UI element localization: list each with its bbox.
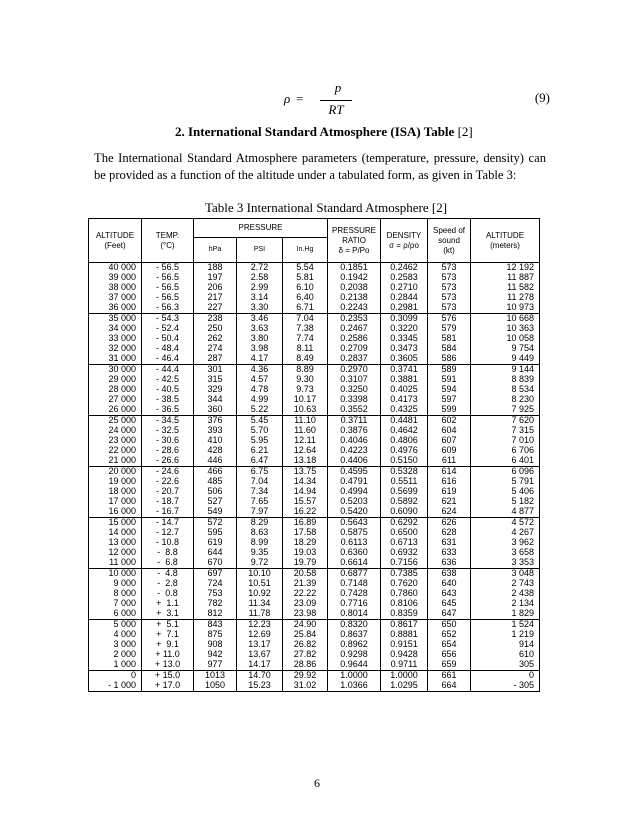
altitude-ft-cell: 10 000 9 000 8 000 7 000 6 000 [89,569,142,620]
speed-of-sound-cell: 576 579 581 584 586 [428,314,471,365]
speed-of-sound-cell: 661 664 [428,671,471,692]
table-row-group [89,416,540,467]
density-cell: 0.2462 0.2583 0.2710 0.2844 0.2981 [381,263,428,314]
psi-cell: 12.23 12.69 13.17 13.67 14.17 [237,620,283,671]
temp-cell: - 24.6 - 22.6 - 20.7 - 18.7 - 16.7 [142,467,194,518]
speed-of-sound-cell: 650 652 654 656 659 [428,620,471,671]
psi-cell: 14.70 15.23 [237,671,283,692]
inhg-cell: 20.58 21.39 22.22 23.09 23.98 [283,569,328,620]
altitude-m-cell: 12 192 11 887 11 582 11 278 10 973 [471,263,540,314]
pressure-ratio-cell: 0.4595 0.4791 0.4994 0.5203 0.5420 [328,467,381,518]
temp-cell: - 4.8 - 2.8 - 0.8 + 1.1 + 3.1 [142,569,194,620]
inhg-cell: 8.89 9.30 9.73 10.17 10.63 [283,365,328,416]
altitude-ft-cell: 25 000 24 000 23 000 22 000 21 000 [89,416,142,467]
speed-of-sound-cell: 638 640 643 645 647 [428,569,471,620]
altitude-ft-cell: 35 000 34 000 33 000 32 000 31 000 [89,314,142,365]
pressure-ratio-cell: 0.2970 0.3107 0.3250 0.3398 0.3552 [328,365,381,416]
header-inhg: In.Hg [283,238,328,263]
psi-cell: 5.45 5.70 5.95 6.21 6.47 [237,416,283,467]
temp-cell: - 14.7 - 12.7 - 10.8 - 8.8 - 6.8 [142,518,194,569]
table-row-group [89,314,540,365]
temp-cell: + 15.0 + 17.0 [142,671,194,692]
hpa-cell: 376 393 410 428 446 [194,416,237,467]
equation-numerator: p [334,80,342,95]
temp-cell: + 5.1 + 7.1 + 9.1 + 11.0 + 13.0 [142,620,194,671]
temp-cell: - 44.4 - 42.5 - 40.5 - 38.5 - 36.5 [142,365,194,416]
hpa-cell: 301 315 329 344 360 [194,365,237,416]
header-psi: PSI [237,238,283,263]
equation-equals: = [296,91,304,106]
psi-cell: 10.10 10.51 10.92 11.34 11.78 [237,569,283,620]
header-pressure: PRESSURE [194,219,328,238]
pressure-ratio-cell: 0.6877 0.7148 0.7428 0.7716 0.8014 [328,569,381,620]
inhg-cell: 5.54 5.81 6.10 6.40 6.71 [283,263,328,314]
table-row-group [89,569,540,620]
table-row-group [89,518,540,569]
altitude-ft-cell: 0 - 1 000 [89,671,142,692]
inhg-cell: 24.90 25.84 26.82 27.82 28.86 [283,620,328,671]
hpa-cell: 843 875 908 942 977 [194,620,237,671]
equation-denominator: RT [328,102,344,117]
equation-number: (9) [534,90,550,105]
table-row-group [89,467,540,518]
pressure-ratio-cell: 1.0000 1.0366 [328,671,381,692]
density-cell: 0.3099 0.3220 0.3345 0.3473 0.3605 [381,314,428,365]
header-altitude-meters: ALTITUDE (meters) [471,219,540,263]
psi-cell: 2.72 2.58 2.99 3.14 3.30 [237,263,283,314]
pressure-ratio-cell: 0.1851 0.1942 0.2038 0.2138 0.2243 [328,263,381,314]
header-density: DENSITY σ = ρ/ρo [381,219,428,263]
section-heading [175,124,473,140]
altitude-m-cell: 0 - 305 [471,671,540,692]
density-cell: 0.3741 0.3881 0.4025 0.4173 0.4325 [381,365,428,416]
altitude-m-cell: 3 048 2 743 2 438 2 134 1 829 [471,569,540,620]
temp-cell: - 34.5 - 32.5 - 30.6 - 28.6 - 26.6 [142,416,194,467]
header-speed-of-sound: Speed of sound (kt) [428,219,471,263]
altitude-ft-cell: 15 000 14 000 13 000 12 000 11 000 [89,518,142,569]
header-pressure-ratio: PRESSURE RATIO δ = P/Po [328,219,381,263]
table-caption: Table 3 International Standard Atmosphere [2] [205,200,448,215]
altitude-m-cell: 1 524 1 219 914 610 305 [471,620,540,671]
altitude-ft-cell: 5 000 4 000 3 000 2 000 1 000 [89,620,142,671]
pressure-ratio-cell: 0.3711 0.3876 0.4046 0.4223 0.4406 [328,416,381,467]
section-ref: [2] [457,124,473,139]
hpa-cell: 697 724 753 782 812 [194,569,237,620]
temp-cell: - 56.5 - 56.5 - 56.5 - 56.5 - 56.3 [142,263,194,314]
altitude-m-cell: 7 620 7 315 7 010 6 706 6 401 [471,416,540,467]
hpa-cell: 1013 1050 [194,671,237,692]
psi-cell: 3.46 3.63 3.80 3.98 4.17 [237,314,283,365]
altitude-m-cell: 9 144 8 839 8 534 8 230 7 925 [471,365,540,416]
altitude-ft-cell: 20 000 19 000 18 000 17 000 16 000 [89,467,142,518]
inhg-cell: 16.89 17.58 18.29 19.03 19.79 [283,518,328,569]
speed-of-sound-cell: 614 616 619 621 624 [428,467,471,518]
isa-table-body [89,263,540,692]
speed-of-sound-cell: 626 628 631 633 636 [428,518,471,569]
hpa-cell: 466 485 506 527 549 [194,467,237,518]
table-row-group [89,263,540,314]
density-cell: 0.5328 0.5511 0.5699 0.5892 0.6090 [381,467,428,518]
inhg-cell: 11.10 11.60 12.11 12.64 13.18 [283,416,328,467]
table-row-group [89,620,540,671]
altitude-m-cell: 4 572 4 267 3 962 3 658 3 353 [471,518,540,569]
speed-of-sound-cell: 573 573 573 573 573 [428,263,471,314]
header-temp: TEMP. (°C) [142,219,194,263]
psi-cell: 4.36 4.57 4.78 4.99 5.22 [237,365,283,416]
hpa-cell: 238 250 262 274 287 [194,314,237,365]
inhg-cell: 7.04 7.38 7.74 8.11 8.49 [283,314,328,365]
density-cell: 1.0000 1.0295 [381,671,428,692]
density-cell: 0.8617 0.8881 0.9151 0.9428 0.9711 [381,620,428,671]
pressure-ratio-cell: 0.8320 0.8637 0.8962 0.9298 0.9644 [328,620,381,671]
isa-table [88,218,540,692]
temp-cell: - 54.3 - 52.4 - 50.4 - 48.4 - 46.4 [142,314,194,365]
header-altitude-feet: ALTITUDE (Feet) [89,219,142,263]
psi-cell: 6.75 7.04 7.34 7.65 7.97 [237,467,283,518]
table-row-group [89,365,540,416]
inhg-cell: 13.75 14.34 14.94 15.57 16.22 [283,467,328,518]
header-hpa: hPa [194,238,237,263]
altitude-m-cell: 10 668 10 363 10 058 9 754 9 449 [471,314,540,365]
density-cell: 0.7385 0.7620 0.7860 0.8106 0.8359 [381,569,428,620]
altitude-ft-cell: 40 000 39 000 38 000 37 000 36 000 [89,263,142,314]
speed-of-sound-cell: 589 591 594 597 599 [428,365,471,416]
density-cell: 0.6292 0.6500 0.6713 0.6932 0.7156 [381,518,428,569]
psi-cell: 8.29 8.63 8.99 9.35 9.72 [237,518,283,569]
hpa-cell: 572 595 619 644 670 [194,518,237,569]
hpa-cell: 188 197 206 217 227 [194,263,237,314]
pressure-ratio-cell: 0.5643 0.5875 0.6113 0.6360 0.6614 [328,518,381,569]
pressure-ratio-cell: 0.2353 0.2467 0.2586 0.2709 0.2837 [328,314,381,365]
altitude-ft-cell: 30 000 29 000 28 000 27 000 26 000 [89,365,142,416]
inhg-cell: 29.92 31.02 [283,671,328,692]
equation-lhs: ρ [284,91,291,106]
isa-table-container [88,218,539,799]
density-cell: 0.4481 0.4642 0.4806 0.4976 0.5150 [381,416,428,467]
speed-of-sound-cell: 602 604 607 609 611 [428,416,471,467]
fraction-bar [320,100,352,101]
density-equation [280,80,380,122]
section-title: 2. International Standard Atmosphere (ISA) Table [175,124,455,139]
table-row-group [89,671,540,692]
altitude-m-cell: 6 096 5 791 5 406 5 182 4 877 [471,467,540,518]
intro-paragraph: The International Standard Atmosphere parameters (temperature, pressure, density) can be provided as a function of the altitude under a tabulated form, as given in Table 3: [94,151,546,182]
page-number: 6 [314,776,320,790]
